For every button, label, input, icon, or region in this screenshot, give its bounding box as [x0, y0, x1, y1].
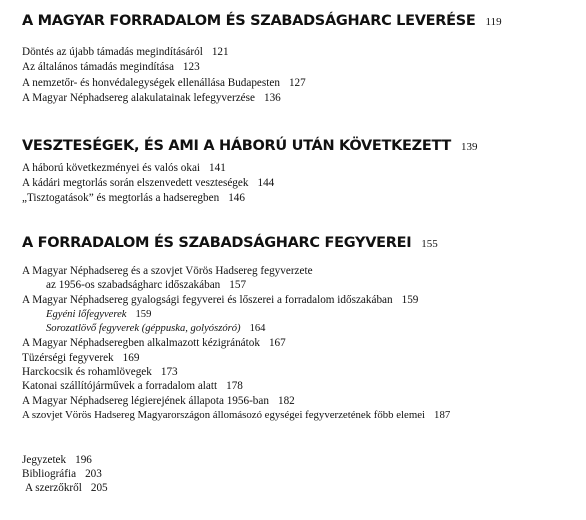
- section-page-number: 139: [460, 141, 478, 153]
- toc-entry: [22, 410, 450, 421]
- toc-entry: [22, 367, 178, 378]
- entry-title: A Magyar Néphadsereg és a szovjet Vörös Hadsereg fegyverzete: [22, 265, 313, 277]
- toc-entry: [22, 338, 286, 349]
- entry-title: Katonai szállítójárművek a forradalom alatt: [22, 380, 218, 392]
- entry-page-number: 136: [263, 92, 281, 104]
- entry-page-number: 173: [160, 366, 178, 378]
- entry-page-number: 159: [135, 309, 152, 320]
- entry-page-number: 203: [85, 468, 102, 480]
- entry-title: Harckocsik és rohamlövegek: [22, 366, 152, 378]
- entry-page-number: 187: [434, 409, 451, 421]
- entry-title: A kádári megtorlás során elszenvedett veszteségek: [22, 177, 249, 189]
- entry-page-number: 169: [122, 352, 140, 364]
- entry-page-number: 159: [401, 294, 419, 306]
- toc-subentry: [46, 310, 151, 321]
- section-heading: [22, 13, 502, 29]
- entry-page-number: 167: [268, 337, 286, 349]
- section-heading: [22, 235, 438, 251]
- entry-title: Az általános támadás megindítása: [22, 61, 174, 73]
- entry-title: A Magyar Néphadsereg légierejének állapota 1956-ban: [22, 395, 269, 407]
- toc-entry: [22, 266, 313, 277]
- entry-page-number: 164: [249, 323, 266, 334]
- toc-subentry: [46, 324, 265, 335]
- section-title: VESZTESÉGEK, ÉS AMI A HÁBORÚ UTÁN KÖVETKEZETT: [22, 138, 451, 154]
- toc-entry: [22, 193, 245, 204]
- entry-page-number: 157: [229, 279, 247, 291]
- entry-title: A szovjet Vörös Hadsereg Magyarországon állomásozó egységei fegyverzetének főbb elemei: [22, 409, 426, 421]
- entry-title: A nemzetőr- és honvédalegységek ellenállása Budapesten: [22, 77, 280, 89]
- toc-entry: [25, 483, 108, 494]
- entry-page-number: 141: [209, 162, 226, 174]
- entry-title: Tüzérségi fegyverek: [22, 352, 114, 364]
- toc-entry: [22, 381, 243, 392]
- toc-entry: [22, 163, 226, 174]
- toc-entry: [22, 353, 139, 364]
- section-page-number: 119: [485, 16, 502, 28]
- toc-entry: [22, 455, 92, 466]
- toc-entry: [22, 47, 229, 58]
- entry-title: Bibliográfia: [22, 468, 77, 480]
- toc-entry: [22, 469, 102, 480]
- entry-page-number: 127: [288, 77, 306, 89]
- section-page-number: 155: [421, 238, 438, 250]
- toc-entry: [22, 62, 200, 73]
- entry-title: A szerzőkről: [25, 482, 82, 494]
- entry-title: A Magyar Néphadseregben alkalmazott kézigránátok: [22, 337, 260, 349]
- entry-title: Egyéni lőfegyverek: [46, 309, 127, 320]
- entry-title: A háború következményei és valós okai: [22, 162, 201, 174]
- entry-page-number: 178: [226, 380, 243, 392]
- entry-title: A Magyar Néphadsereg alakulatainak lefegyverzése: [22, 92, 255, 104]
- entry-page-number: 121: [211, 46, 229, 58]
- section-heading: [22, 138, 477, 154]
- entry-title: az 1956-os szabadságharc időszakában: [46, 279, 221, 291]
- toc-entry: [22, 295, 418, 306]
- entry-title: Jegyzetek: [22, 454, 67, 466]
- toc-entry: [22, 396, 295, 407]
- entry-page-number: 123: [182, 61, 200, 73]
- entry-page-number: 182: [277, 395, 295, 407]
- entry-page-number: 146: [228, 192, 245, 204]
- entry-title: „Tisztogatások” és megtorlás a hadseregben: [22, 192, 220, 204]
- toc-entry: [46, 280, 246, 291]
- entry-title: Sorozatlövő fegyverek (géppuska, golyószóró): [46, 323, 241, 334]
- section-title: A FORRADALOM ÉS SZABADSÁGHARC FEGYVEREI: [22, 235, 412, 251]
- toc-entry: [22, 93, 281, 104]
- entry-page-number: 196: [75, 454, 92, 466]
- toc-entry: [22, 178, 274, 189]
- entry-page-number: 144: [257, 177, 275, 189]
- section-title: A MAGYAR FORRADALOM ÉS SZABADSÁGHARC LEVERÉSE: [22, 13, 476, 29]
- toc-entry: [22, 78, 306, 89]
- entry-title: Döntés az újabb támadás megindításáról: [22, 46, 203, 58]
- entry-page-number: 205: [90, 482, 108, 494]
- entry-title: A Magyar Néphadsereg gyalogsági fegyverei és lőszerei a forradalom időszakában: [22, 294, 393, 306]
